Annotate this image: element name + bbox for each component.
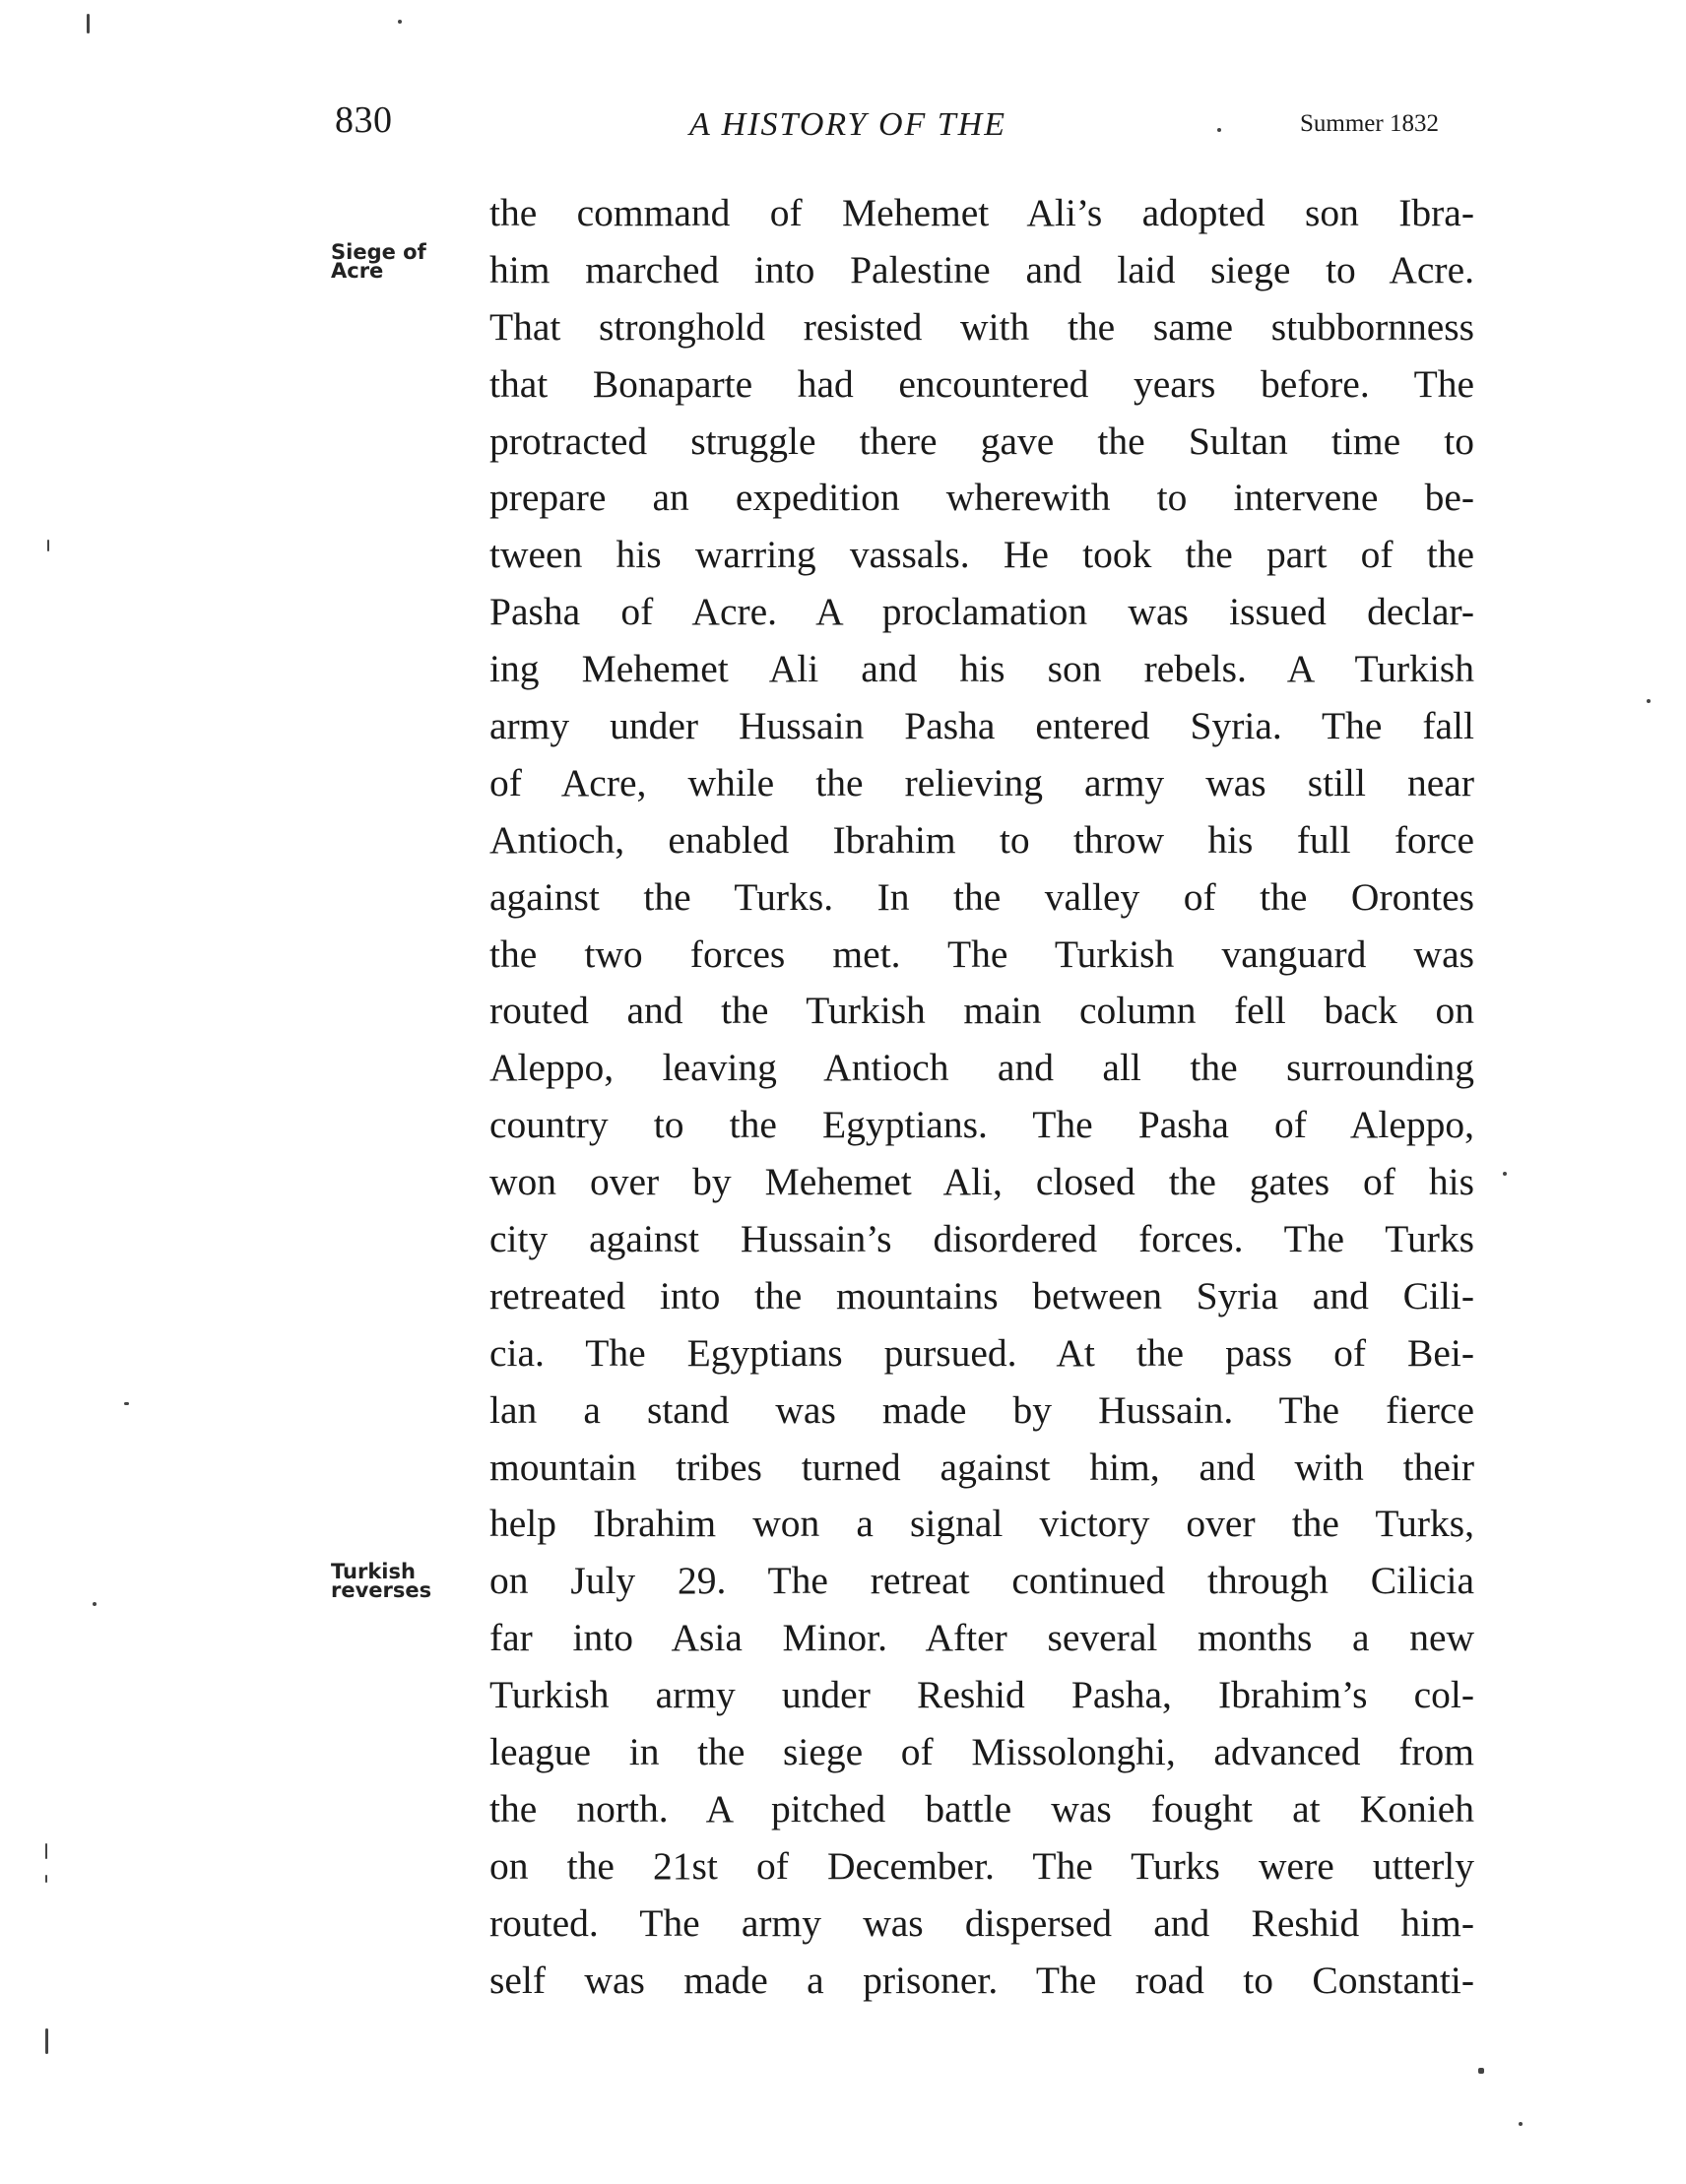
scan-speck — [1519, 2122, 1523, 2126]
text-line: cia. The Egyptians pursued. At the pass of Bei- — [489, 1330, 1474, 1375]
running-title: A HISTORY OF THE — [689, 106, 1006, 143]
margin-note-siege-of-acre — [331, 240, 426, 283]
page-number: 830 — [335, 99, 393, 141]
text-line: that Bonaparte had encountered years before. The — [489, 361, 1474, 406]
body-text — [489, 185, 1474, 2010]
text-line: routed and the Turkish main column fell back on — [489, 989, 1474, 1033]
text-line: league in the siege of Missolonghi, advanced from — [489, 1730, 1474, 1774]
text-line: lan a stand was made by Hussain. The fierce — [489, 1387, 1474, 1432]
scan-speck — [87, 14, 90, 33]
text-line: mountain tribes turned against him, and with their — [489, 1445, 1474, 1489]
text-line: ing Mehemet Ali and his son rebels. A Turkish — [489, 647, 1474, 691]
text-line: far into Asia Minor. After several months a new — [489, 1616, 1474, 1660]
scan-speck — [45, 1875, 47, 1883]
scan-speck — [1503, 1172, 1507, 1176]
scan-speck — [45, 1843, 47, 1859]
margin-note-turkish-reverses — [331, 1560, 432, 1602]
text-line: army under Hussain Pasha entered Syria. The fall — [489, 704, 1474, 748]
text-line: the command of Mehemet Ali’s adopted son Ibra- — [489, 191, 1474, 234]
margin-note-line: Siege of — [331, 240, 426, 264]
margin-note-line: Turkish — [331, 1560, 416, 1583]
text-line: Antioch, enabled Ibrahim to throw his full force — [489, 817, 1474, 862]
scan-speck — [398, 20, 402, 24]
scan-speck — [1478, 2068, 1484, 2074]
text-line: Pasha of Acre. A proclamation was issued declar- — [489, 590, 1474, 634]
text-line: Aleppo, leaving Antioch and all the surrounding — [489, 1046, 1474, 1090]
running-date: Summer 1832 — [1300, 110, 1439, 137]
text-line: the two forces met. The Turkish vanguard was — [489, 931, 1474, 976]
margin-note-line: reverses — [331, 1578, 432, 1602]
text-line: self was made a prisoner. The road to Constanti- — [489, 1958, 1474, 2002]
text-line: the north. A pitched battle was fought at Konieh — [489, 1786, 1474, 1831]
scan-speck — [1647, 699, 1651, 703]
text-line: on the 21st of December. The Turks were utterly — [489, 1843, 1474, 1888]
margin-note-line: Acre — [331, 259, 384, 283]
text-line: city against Hussain’s disordered forces. The Turks — [489, 1217, 1474, 1261]
text-line: of Acre, while the relieving army was still near — [489, 760, 1474, 804]
text-line: country to the Egyptians. The Pasha of Aleppo, — [489, 1103, 1474, 1147]
text-line: against the Turks. In the valley of the Orontes — [489, 874, 1474, 919]
text-line: him marched into Palestine and laid siege to Acre. — [489, 247, 1474, 291]
text-line: tween his warring vassals. He took the part of the — [489, 533, 1474, 577]
scan-speck — [47, 540, 49, 551]
text-line: help Ibrahim won a signal victory over the Turks, — [489, 1502, 1474, 1546]
text-line: prepare an expedition wherewith to intervene be- — [489, 476, 1474, 520]
text-line: That stronghold resisted with the same stubbornness — [489, 304, 1474, 349]
text-line: protracted struggle there gave the Sultan time to — [489, 418, 1474, 463]
scan-speck — [1217, 128, 1221, 132]
text-line: routed. The army was dispersed and Reshid him- — [489, 1900, 1474, 1945]
text-line: won over by Mehemet Ali, closed the gates of his — [489, 1160, 1474, 1204]
scan-speck — [45, 2028, 48, 2054]
text-line: Turkish army under Reshid Pasha, Ibrahim’s col- — [489, 1673, 1474, 1717]
text-line: on July 29. The retreat continued through Cilicia — [489, 1559, 1474, 1603]
scan-speck — [93, 1602, 97, 1606]
text-line: retreated into the mountains between Syria and Cili- — [489, 1273, 1474, 1317]
scan-speck — [124, 1402, 129, 1405]
